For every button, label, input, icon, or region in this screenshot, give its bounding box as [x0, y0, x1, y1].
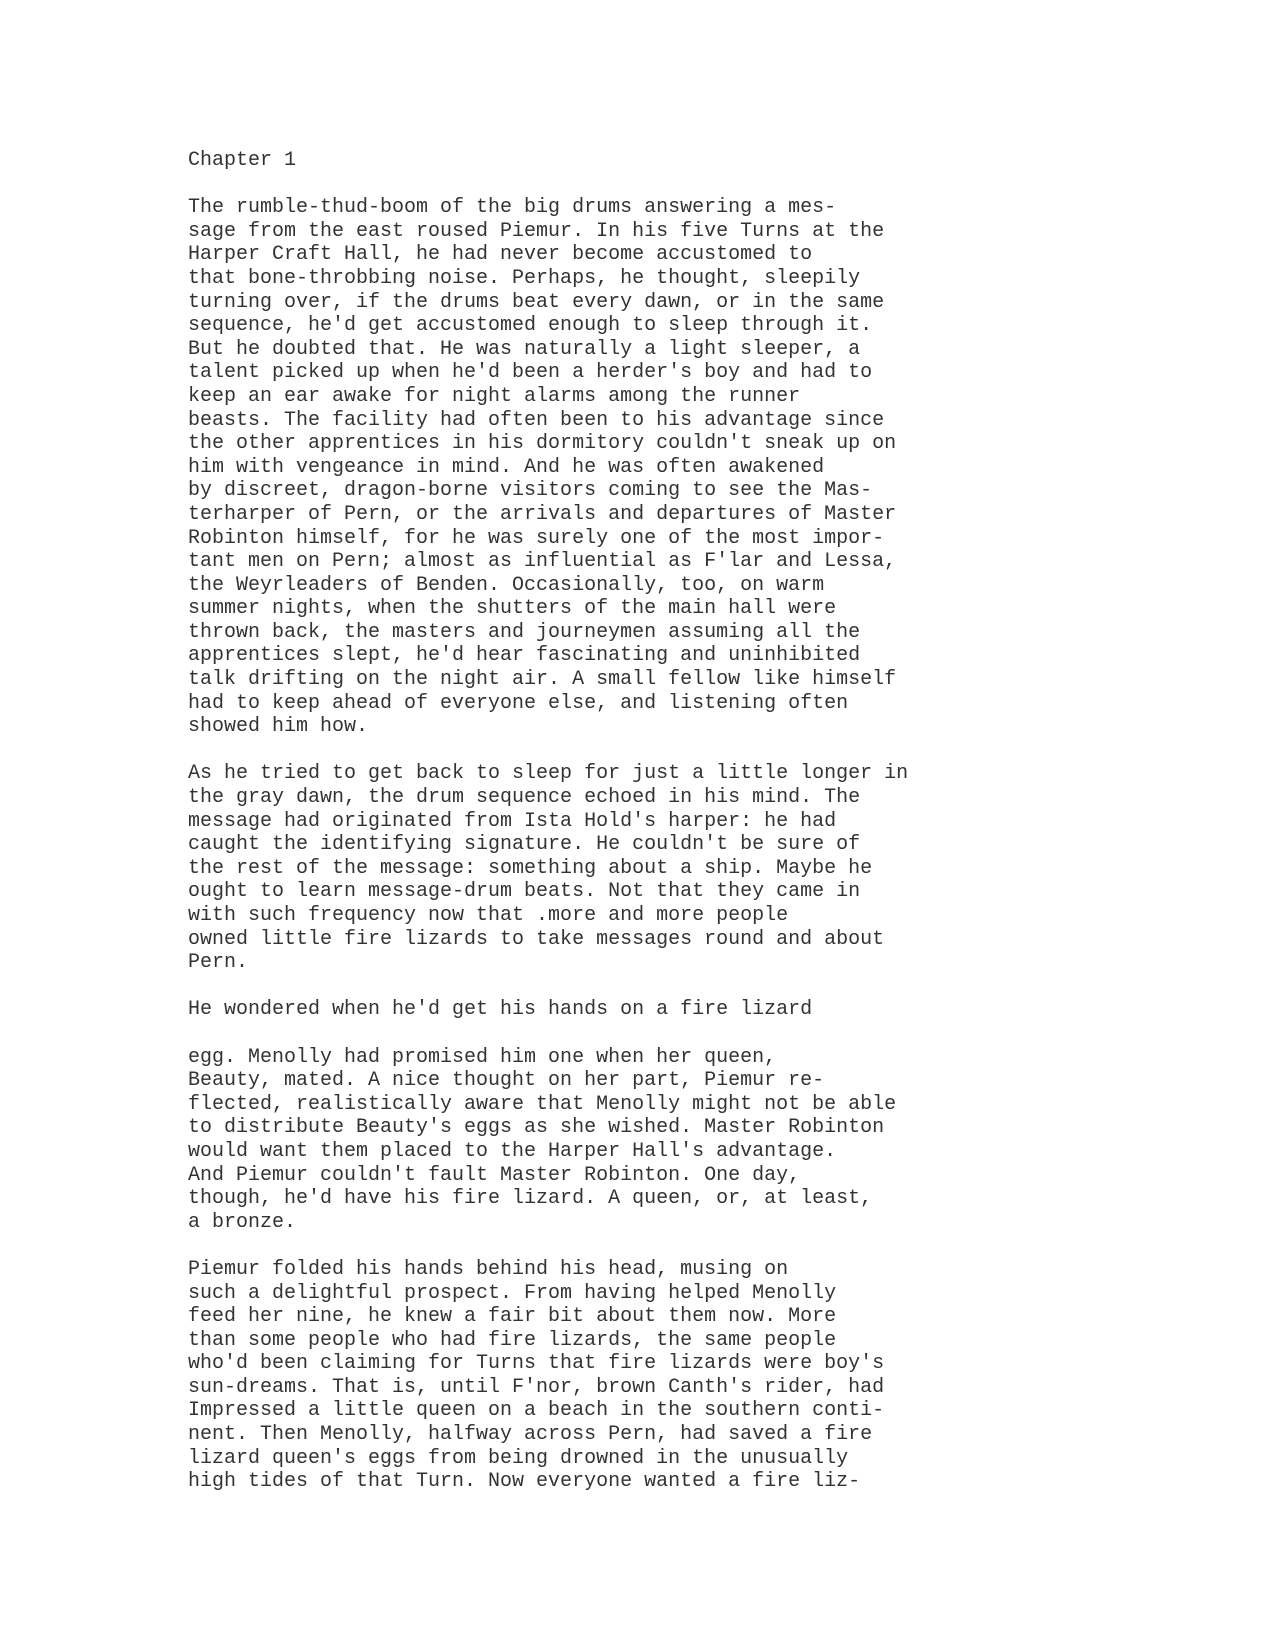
text-line: the Weyrleaders of Benden. Occasionally, too, on warm	[188, 573, 825, 597]
body-text	[188, 196, 1188, 1494]
text-line: a bronze.	[188, 1210, 297, 1234]
text-line: Piemur folded his hands behind his head, musing on	[188, 1257, 789, 1281]
text-line: would want them placed to the Harper Hall's advantage.	[188, 1139, 837, 1163]
text-line: He wondered when he'd get his hands on a fire lizard	[188, 998, 813, 1022]
paragraph	[188, 196, 1188, 739]
text-line: Pern.	[188, 951, 249, 975]
text-line: Robinton himself, for he was surely one of the most impor-	[188, 526, 885, 550]
text-line: caught the identifying signature. He couldn't be sure of	[188, 833, 861, 857]
text-line: tant men on Pern; almost as influential as F'lar and Lessa,	[188, 550, 897, 574]
text-line: But he doubted that. He was naturally a light sleeper, a	[188, 337, 861, 361]
paragraph	[188, 762, 1188, 974]
text-line: the gray dawn, the drum sequence echoed in his mind. The	[188, 786, 861, 810]
text-line: to distribute Beauty's eggs as she wished. Master Robinton	[188, 1116, 885, 1140]
text-line: flected, realistically aware that Menolly might not be able	[188, 1092, 897, 1116]
text-line: showed him how.	[188, 715, 369, 739]
text-line: message had originated from Ista Hold's harper: he had	[188, 809, 837, 833]
text-line: had to keep ahead of everyone else, and listening often	[188, 691, 849, 715]
text-line: egg. Menolly had promised him one when her queen,	[188, 1045, 777, 1069]
text-line: high tides of that Turn. Now everyone wanted a fire liz-	[188, 1470, 861, 1494]
text-line: The rumble-thud-boom of the big drums answering a mes-	[188, 196, 837, 220]
text-line: beasts. The facility had often been to his advantage since	[188, 408, 885, 432]
chapter-title: Chapter 1	[188, 149, 297, 172]
text-line: Impressed a little queen on a beach in the southern conti-	[188, 1399, 885, 1423]
text-line: feed her nine, he knew a fair bit about them now. More	[188, 1305, 837, 1329]
text-line: though, he'd have his fire lizard. A queen, or, at least,	[188, 1187, 873, 1211]
text-line: talent picked up when he'd been a herder's boy and had to	[188, 361, 873, 385]
text-line: turning over, if the drums beat every dawn, or in the same	[188, 290, 885, 314]
text-line: thrown back, the masters and journeymen assuming all the	[188, 620, 861, 644]
text-line: by discreet, dragon-borne visitors coming to see the Mas-	[188, 479, 873, 503]
document-page	[188, 149, 1188, 1517]
text-line: nent. Then Menolly, halfway across Pern, had saved a fire	[188, 1423, 873, 1447]
text-line: such a delightful prospect. From having helped Menolly	[188, 1281, 837, 1305]
text-line: than some people who had fire lizards, the same people	[188, 1328, 837, 1352]
text-line: talk drifting on the night air. A small fellow like himself	[188, 668, 897, 692]
paragraph	[188, 1046, 1188, 1235]
text-line: As he tried to get back to sleep for just a little longer in	[188, 762, 909, 786]
text-line: summer nights, when the shutters of the main hall were	[188, 597, 837, 621]
text-line: him with vengeance in mind. And he was often awakened	[188, 455, 825, 479]
text-line: ought to learn message-drum beats. Not that they came in	[188, 880, 861, 904]
text-line: terharper of Pern, or the arrivals and departures of Master	[188, 502, 897, 526]
text-line: owned little fire lizards to take messages round and about	[188, 927, 885, 951]
text-line: apprentices slept, he'd hear fascinating and uninhibited	[188, 644, 861, 668]
text-line: with such frequency now that .more and more people	[188, 904, 789, 927]
paragraph	[188, 1258, 1188, 1494]
text-line: that bone-throbbing noise. Perhaps, he thought, sleepily	[188, 266, 861, 290]
paragraph	[188, 998, 1188, 1022]
text-line: Beauty, mated. A nice thought on her part, Piemur re-	[188, 1069, 825, 1093]
text-line: keep an ear awake for night alarms among the runner	[188, 384, 801, 408]
text-line: Harper Craft Hall, he had never become accustomed to	[188, 243, 813, 267]
text-line: sequence, he'd get accustomed enough to sleep through it.	[188, 314, 873, 338]
text-line: who'd been claiming for Turns that fire lizards were boy's	[188, 1352, 885, 1376]
text-line: the other apprentices in his dormitory couldn't sneak up on	[188, 432, 897, 456]
text-line: sage from the east roused Piemur. In his five Turns at the	[188, 219, 885, 243]
text-line: And Piemur couldn't fault Master Robinton. One day,	[188, 1163, 801, 1187]
text-line: lizard queen's eggs from being drowned in the unusually	[188, 1446, 849, 1470]
text-line: the rest of the message: something about a ship. Maybe he	[188, 856, 873, 880]
text-line: sun-dreams. That is, until F'nor, brown Canth's rider, had	[188, 1375, 885, 1399]
